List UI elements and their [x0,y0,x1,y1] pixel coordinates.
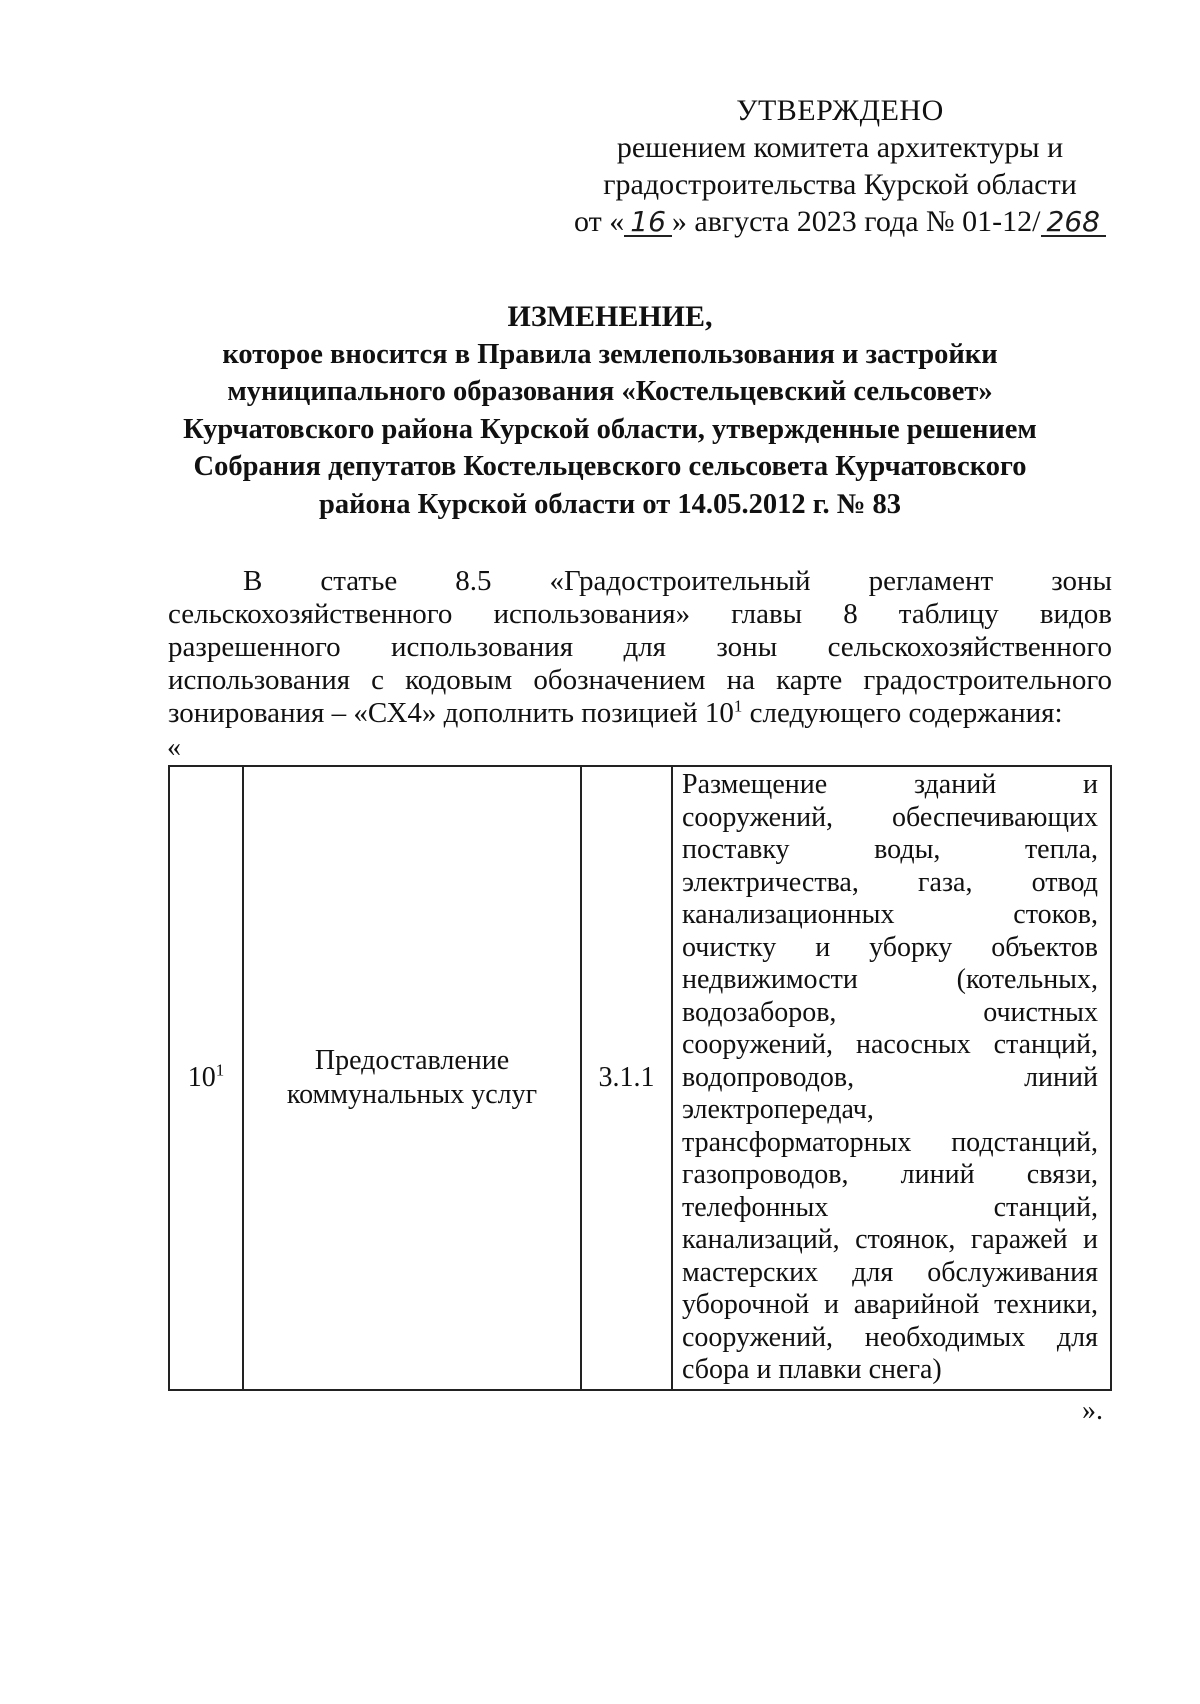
description-line: трансформаторных подстанций, [682,1126,1098,1158]
heading-title: ИЗМЕНЕНИЕ, [507,300,713,333]
paragraph-line: использования с кодовым обозначением на карте градостроительного [168,664,1112,696]
cell-use-name [243,766,581,1390]
paragraph-text: зонирования – «СХ4» дополнить позицией 10 [168,697,734,729]
document-heading [150,298,1070,523]
description-line: водопроводов, линий [682,1061,1098,1093]
cell-code: 3.1.1 [581,766,672,1390]
heading-line: которое вносится в Правила землепользования и застройки [222,338,998,370]
approval-line-1: решением комитета архитектуры и [616,131,1064,164]
superscript: 1 [733,696,743,716]
description-line: сбора и плавки снега) [682,1354,942,1385]
heading-line: района Курской области от 14.05.2012 г. № 83 [319,488,901,520]
cell-position-number [169,766,243,1390]
approval-date-line [560,203,1120,240]
paragraph-line: В статье 8.5 «Градостроительный регламент зоны [243,565,1112,597]
description-line: уборочной и аварийной техники, [682,1289,1098,1320]
description-line: телефонных станций, [682,1191,1098,1223]
approval-stamp [560,92,1120,240]
description-line: канализационных стоков, [682,899,1098,930]
handwritten-day: 16 [624,209,672,237]
position-superscript: 1 [215,1060,225,1080]
approval-title: УТВЕРЖДЕНО [736,94,944,127]
cell-description [672,766,1111,1390]
paragraph-line-last [168,697,1112,730]
opening-quote: « [167,732,181,763]
heading-line: муниципального образования «Костельцевский сельсовет» [227,376,993,407]
description-line: электропередач, [682,1094,874,1125]
use-name-line: Предоставление [314,1045,510,1076]
position-number: 10 [187,1062,216,1093]
closing-quote: ». [1082,1395,1103,1426]
description-line: газопроводов, линий связи, [682,1159,1098,1190]
description-line: электричества, газа, отвод [682,866,1098,898]
description-line: Размещение зданий и [682,769,1098,800]
paragraph-line: сельскохозяйственного использования» главы 8 таблицу видов [168,598,1112,630]
table-row [169,766,1111,1390]
date-middle: » августа 2023 года № 01-12/ [671,205,1041,238]
heading-line: Собрания депутатов Костельцевского сельсовета Курчатовского [193,451,1027,482]
description-line: водозаборов, очистных [682,996,1098,1028]
description-line: сооружений, обеспечивающих [682,801,1098,833]
handwritten-number: 268 [1041,209,1106,237]
body-paragraph [168,565,1112,730]
description-line: очистку и уборку объектов [682,931,1098,963]
description-line: мастерских для обслуживания [682,1256,1098,1288]
use-name-line: коммунальных услуг [286,1079,538,1110]
description-line: поставку воды, тепла, [682,834,1098,865]
date-prefix: от « [574,205,625,238]
paragraph-line: разрешенного использования для зоны сельскохозяйственного [168,631,1112,663]
description-line: недвижимости (котельных, [682,964,1098,995]
amendment-table [168,765,1112,1391]
approval-line-2: градостроительства Курской области [603,168,1077,201]
description-line: канализаций, стоянок, гаражей и [682,1224,1098,1255]
heading-line: Курчатовского района Курской области, утвержденные решением [183,413,1037,445]
paragraph-text: следующего содержания: [742,697,1063,729]
description-line: сооружений, необходимых для [682,1321,1098,1353]
description-line: сооружений, насосных станций, [682,1029,1098,1060]
